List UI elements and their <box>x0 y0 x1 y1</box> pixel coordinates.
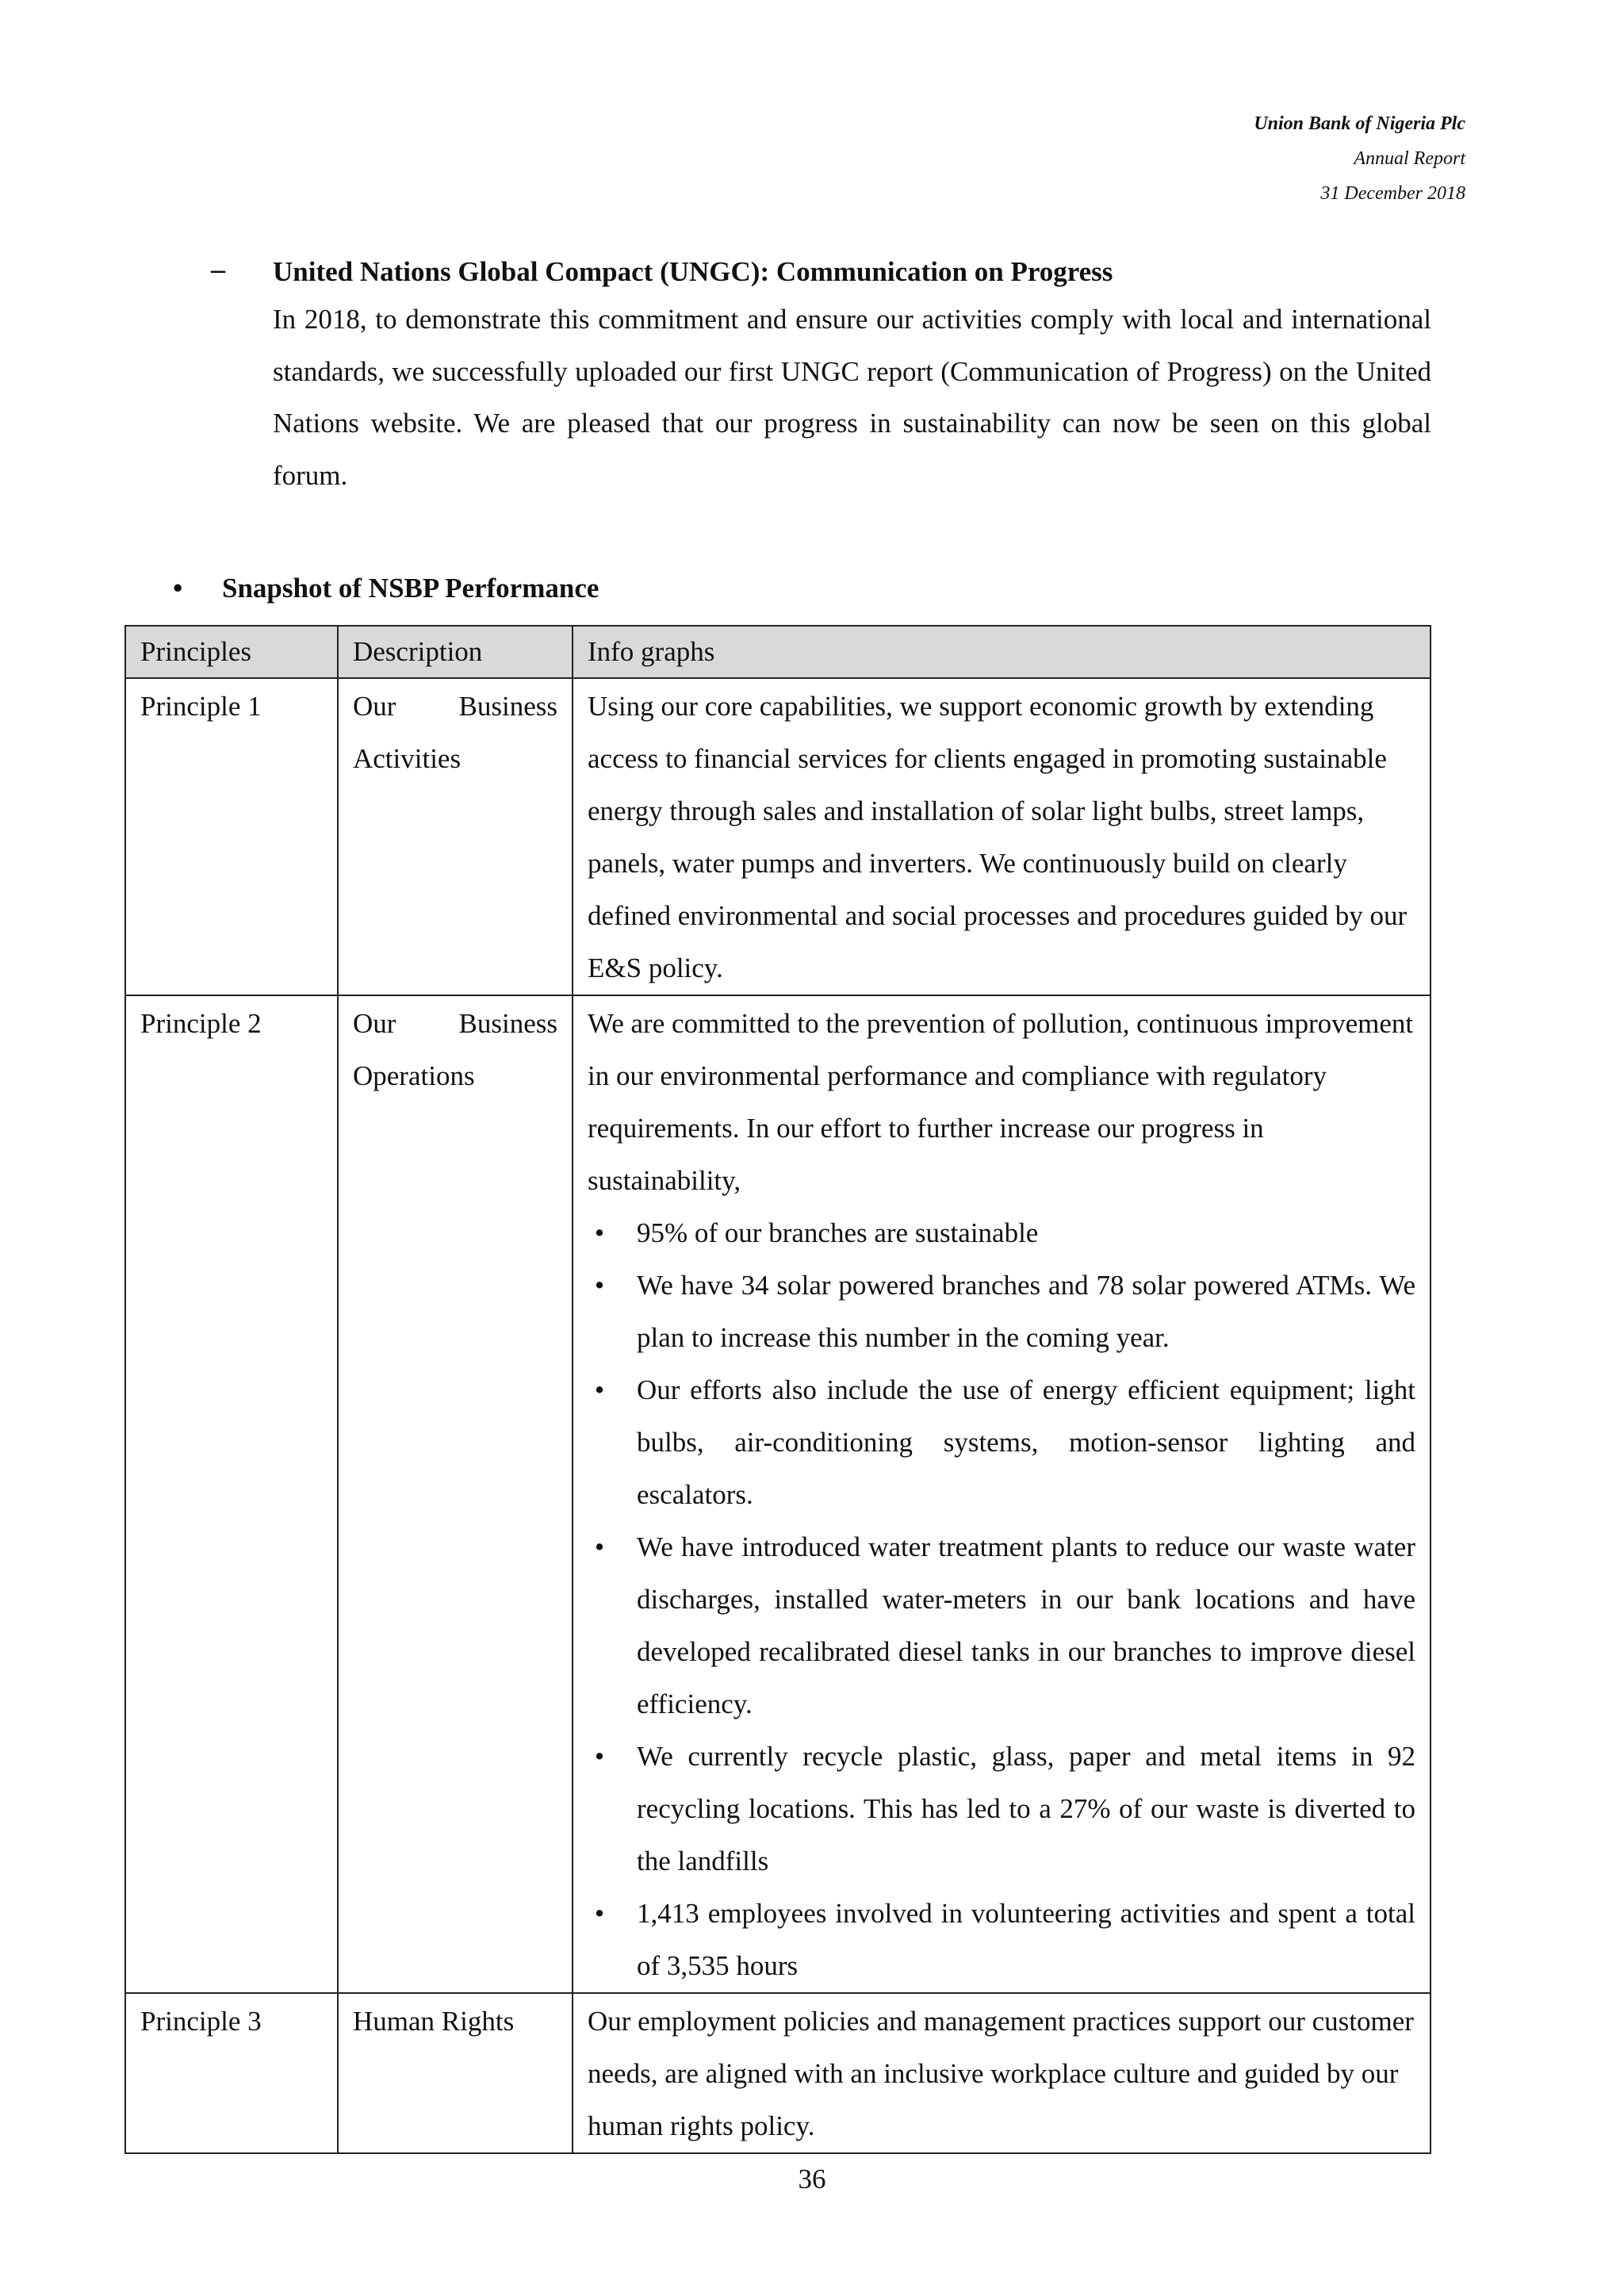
list-item: • 95% of our branches are sustainable <box>588 1207 1415 1259</box>
snapshot-heading-text: Snapshot of NSBP Performance <box>222 573 599 604</box>
header-description: Description <box>338 626 573 678</box>
info-cell: Our employment policies and management practices support our customer needs, are aligned with an inclusive workplace culture and guided by our human rights policy. <box>573 1993 1431 2153</box>
principle-cell: Principle 3 <box>125 1993 338 2153</box>
dash-bullet: – <box>211 253 225 285</box>
page-number: 36 <box>798 2164 826 2194</box>
table-row <box>125 678 1431 995</box>
info-cell: Using our core capabilities, we support economic growth by extending access to financial services for clients engaged in promoting sustainable energy through sales and installation of solar light bulbs, street lamps, panels, water pumps and inverters. We continuously build on clearly defined environmental and social processes and procedures guided by our E&S policy. <box>573 678 1431 995</box>
list-item: • We currently recycle plastic, glass, paper and metal items in 92 recycling locations. This has led to a 27% of our waste is diverted to the landfills <box>588 1731 1415 1888</box>
bullet-icon: • <box>594 1217 605 1248</box>
bullet-icon: • <box>594 1741 605 1772</box>
header-date: 31 December 2018 <box>1320 183 1465 204</box>
nsbp-performance-table <box>124 625 1431 2154</box>
table-header-row <box>125 626 1431 678</box>
info-bullet-list <box>588 1207 1415 1992</box>
description-line: Our Business <box>353 1008 557 1039</box>
page-header <box>1254 106 1465 211</box>
bullet-icon: • <box>173 573 183 604</box>
info-intro: We are committed to the prevention of pollution, continuous improvement in our environmental performance and compliance with regulatory requirements. In our effort to further increase our progress in sustainability, <box>588 1008 1414 1196</box>
bullet-icon: • <box>594 1374 605 1405</box>
header-report: Annual Report <box>1354 148 1465 169</box>
ungc-paragraph: In 2018, to demonstrate this commitment and ensure our activities comply with local and international standards, we successfully uploaded our first UNGC report (Communication of Progress) on the United Nations website. We are pleased that our progress in sustainability can now be seen on this global forum. <box>273 304 1431 491</box>
bullet-icon: • <box>594 1270 605 1301</box>
header-principles: Principles <box>125 626 338 678</box>
header-info-graphs: Info graphs <box>573 626 1431 678</box>
info-cell <box>573 995 1431 1993</box>
description-cell <box>338 678 573 995</box>
list-item: • We have introduced water treatment plants to reduce our waste water discharges, installed water-meters in our bank locations and have developed recalibrated diesel tanks in our branches to improve diesel efficiency. <box>588 1521 1415 1731</box>
description-cell <box>338 995 573 1993</box>
bullet-icon: • <box>594 1531 605 1562</box>
principle-cell: Principle 1 <box>125 678 338 995</box>
description-cell: Human Rights <box>338 1993 573 2153</box>
table-row <box>125 1993 1431 2153</box>
principle-cell: Principle 2 <box>125 995 338 1993</box>
bullet-icon: • <box>594 1898 605 1929</box>
description-line: Operations <box>353 1060 475 1091</box>
description-line: Our Business <box>353 691 557 722</box>
list-item: • Our efforts also include the use of energy efficient equipment; light bulbs, air-conditioning systems, motion-sensor lighting and escalators. <box>588 1364 1415 1521</box>
table-row <box>125 995 1431 1993</box>
ungc-title: United Nations Global Compact (UNGC): Communication on Progress <box>273 256 1113 287</box>
snapshot-heading <box>173 573 599 604</box>
list-item: • We have 34 solar powered branches and 78 solar powered ATMs. We plan to increase this number in the coming year. <box>588 1259 1415 1364</box>
ungc-section <box>211 253 1431 501</box>
description-line: Activities <box>353 743 462 774</box>
list-item: • 1,413 employees involved in volunteering activities and spent a total of 3,535 hours <box>588 1888 1415 1992</box>
header-company: Union Bank of Nigeria Plc <box>1254 113 1465 134</box>
